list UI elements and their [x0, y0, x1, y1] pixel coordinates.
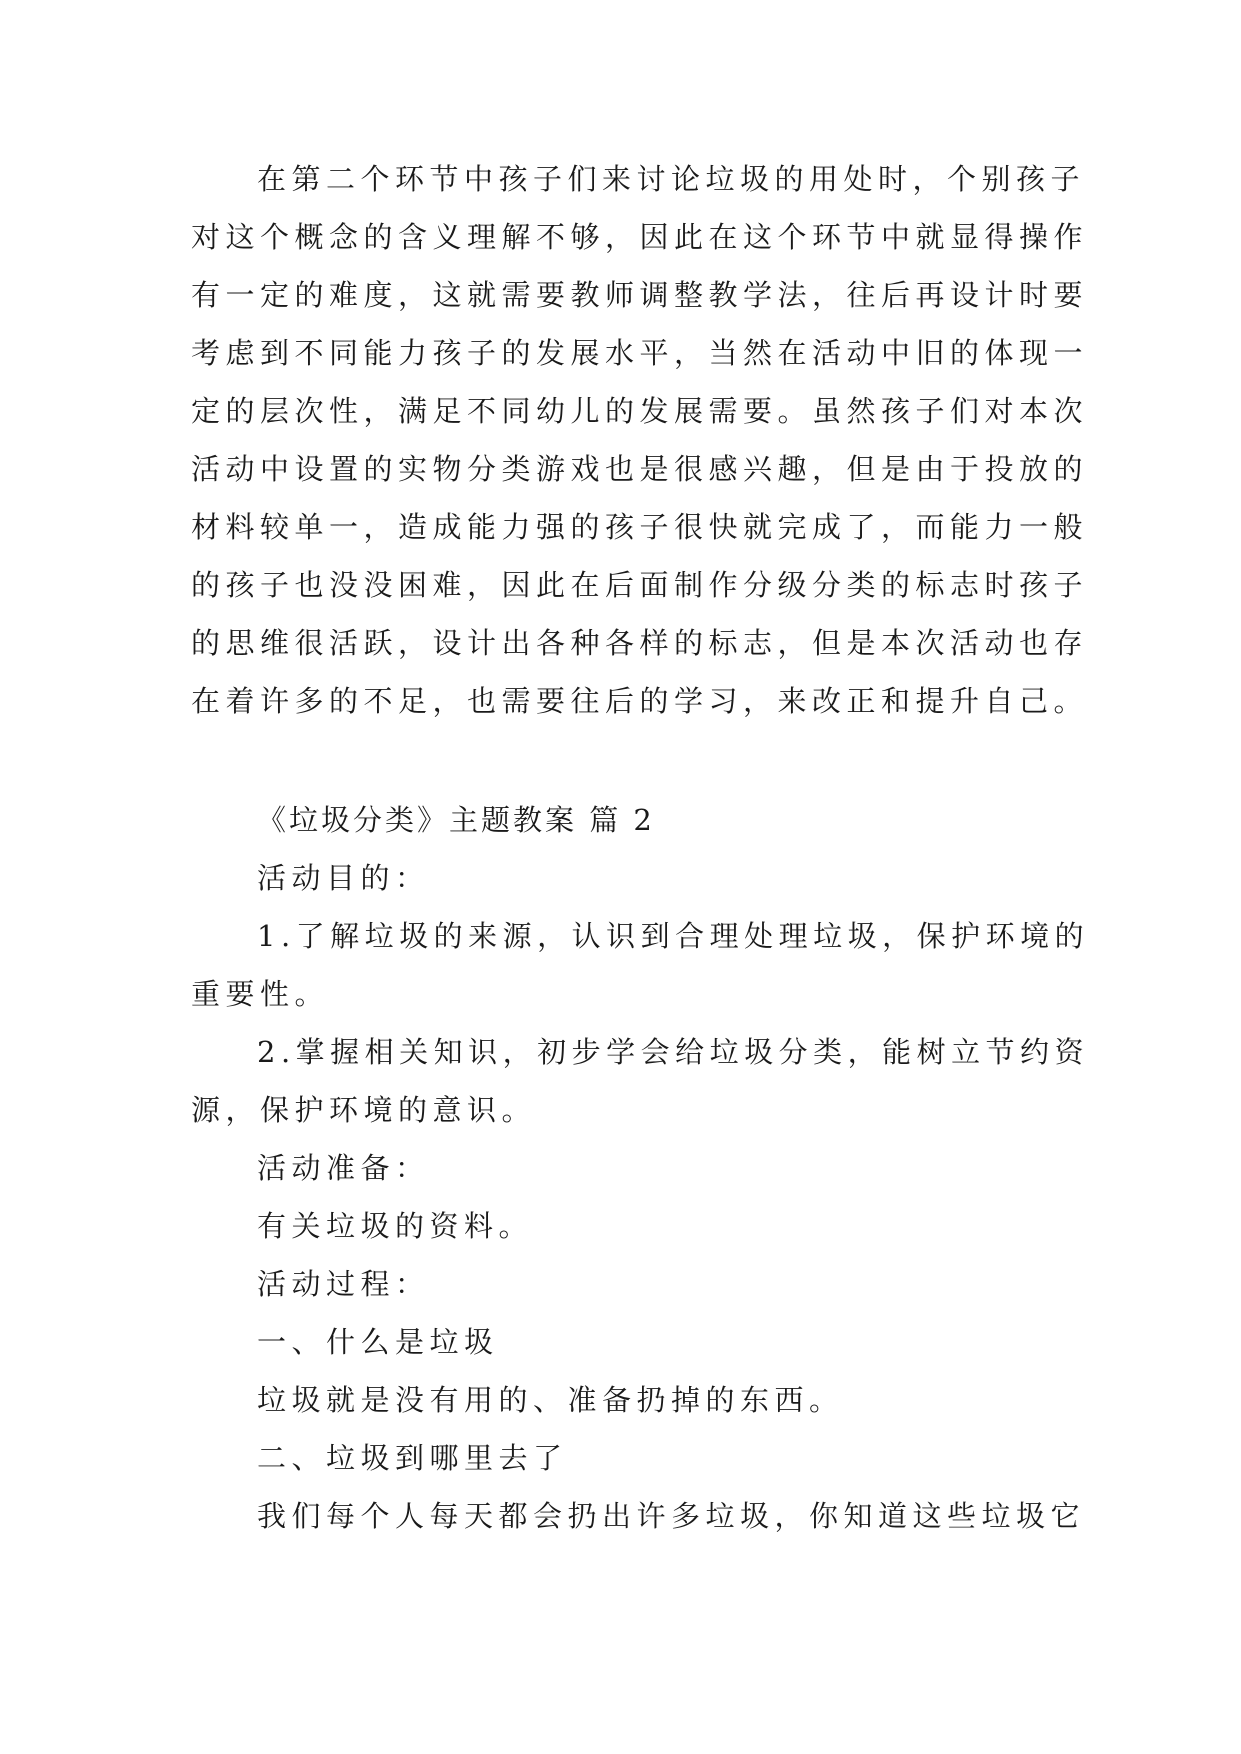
paragraph-line: 定的层次性，满足不同幼儿的发展需要。虽然孩子们对本次 [191, 394, 1089, 428]
paragraph-line: 活动中设置的实物分类游戏也是很感兴趣，但是由于投放的 [191, 452, 1089, 486]
process-heading: 活动过程： [257, 1267, 430, 1301]
paragraph-line: 的思维很活跃，设计出各种各样的标志，但是本次活动也存 [191, 626, 1089, 660]
paragraph-line: 考虑到不同能力孩子的发展水平，当然在活动中旧的体现一 [191, 336, 1089, 370]
paragraph-line: 材料较单一，造成能力强的孩子很快就完成了，而能力一般 [191, 510, 1089, 544]
objective-item-1-cont: 重要性。 [191, 977, 330, 1011]
objective-item-1: 1.了解垃圾的来源，认识到合理处理垃圾，保护环境的 [257, 919, 1090, 953]
paragraph-line: 在第二个环节中孩子们来讨论垃圾的用处时，个别孩子 [257, 162, 1086, 196]
objective-item-2: 2.掌握相关知识，初步学会给垃圾分类，能树立节约资 [257, 1035, 1090, 1069]
step-2-heading: 二、垃圾到哪里去了 [257, 1441, 568, 1475]
preparation-heading: 活动准备： [257, 1151, 430, 1185]
paragraph-line: 对这个概念的含义理解不够，因此在这个环节中就显得操作 [191, 220, 1089, 254]
paragraph-line: 在着许多的不足，也需要往后的学习，来改正和提升自己。 [191, 684, 1089, 718]
step-1-heading: 一、什么是垃圾 [257, 1325, 499, 1359]
objective-item-2-cont: 源，保护环境的意识。 [191, 1093, 537, 1127]
step-1-text: 垃圾就是没有用的、准备扔掉的东西。 [257, 1383, 844, 1417]
section-title: 《垃圾分类》主题教案 篇 2 [257, 803, 655, 837]
reflection-paragraph [191, 150, 1089, 730]
paragraph-line: 的孩子也没没困难，因此在后面制作分级分类的标志时孩子 [191, 568, 1089, 602]
step-2-text: 我们每个人每天都会扔出许多垃圾，你知道这些垃圾它 [257, 1499, 1086, 1533]
objective-heading: 活动目的： [257, 861, 430, 895]
lesson-plan-section [191, 791, 1090, 1545]
paragraph-line: 有一定的难度，这就需要教师调整教学法，往后再设计时要 [191, 278, 1089, 312]
preparation-text: 有关垃圾的资料。 [257, 1209, 534, 1243]
